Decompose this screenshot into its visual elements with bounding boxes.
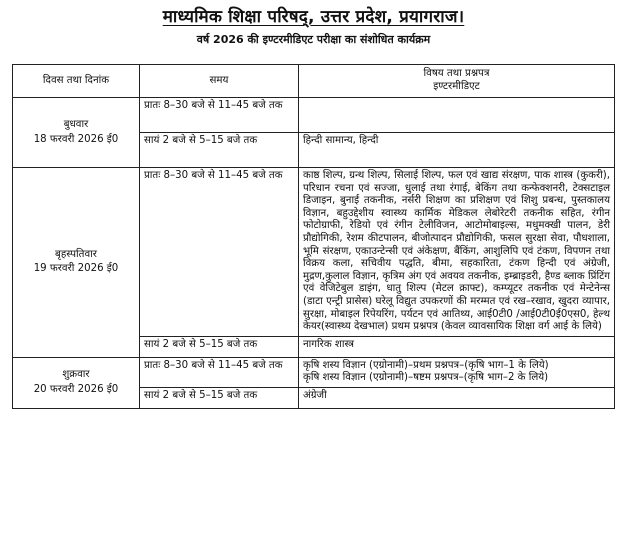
time-cell: प्रातः 8–30 बजे से 11–45 बजे तक [140,168,299,337]
col-header-subject [299,65,615,98]
subject-cell: अंग्रेजी [299,387,615,408]
day-name: बृहस्पतिवार [55,248,97,260]
day-cell [13,357,140,408]
time-cell: सायं 2 बजे से 5–15 बजे तक [140,133,299,168]
subject-cell: नागरिक शास्त्र [299,336,615,357]
subject-cell: काष्ठ शिल्प, ग्रन्थ शिल्प, सिलाई शिल्प, फल एवं खाद्य संरक्षण, पाक शास्त्र (कुकरी), परिधान रचना एवं सज्जा, धुलाई तथा रंगाई, बेकिंग तथा कन्फेक्शनरी, टेक्सटाइल डिजाइन, बुनाई तकनीक, नर्सरी शिक्षण का प्रशिक्षण एवं शिशु प्रबन्ध, पुस्तकालय विज्ञान, बहुउद्देशीय स्वास्थ्य कार्मिक मेडिकल लेबोरेटरी तकनीक सहित, रंगीन फोटोग्राफी, रेडियो एवं रंगीन टेलीविजन, आटोमोबाइल्स, मधुमक्खी पालन, डेरी प्रौद्योगिकी, रेशम कीटपालन, बीजोत्पादन प्रौद्योगिकी, फसल सुरक्षा सेवा, पौधशाला, भूमि संरक्षण, एकाउन्टेन्सी एवं अंकेक्षण, बैंकिंग, आशुलिपि एवं टंकण, विपणन तथा विक्रय कला, सचिवीय पद्धति, बीमा, सहकारिता, टंकण हिन्दी एवं अंग्रेजी, मुद्रण,कुलाल विज्ञान, कृत्रिम अंग एवं अवयव तकनीक, इम्ब्राइडरी, हैण्ड ब्लाक प्रिंटिंग एवं वेजिटेबुल डाइंग, धातु शिल्प (मेटल क्राफ्ट), कम्प्यूटर तकनीक एवं मेन्टेनेन्स (डाटा एन्ट्री प्रासेस) घरेलू विद्युत उपकरणों की मरम्मत एवं रख–रखाव, खुदरा व्यापार, सुरक्षा, मोबाइल रिपेयरिंग, पर्यटन एवं आतिथ्य, आई0टी0 /आई0टी0ई0एस0, हेल्थ केयर(स्वास्थ्य देखभाल) प्रथम प्रश्नपत्र (केवल व्यावसायिक शिक्षा वर्ग आई के लिये) [299,168,615,337]
subject-line: कृषि शस्य विज्ञान (एग्रोनामी)–प्रथम प्रश्नपत्र–(कृषि भाग–1 के लिये) [303,359,549,371]
day-date: 20 फरवरी 2026 ई0 [33,383,119,395]
time-cell: सायं 2 बजे से 5–15 बजे तक [140,387,299,408]
schedule-table [12,64,615,409]
col-header-subject-label: विषय तथा प्रश्नपत्र [423,68,490,80]
table-row [13,168,615,337]
day-name: शुक्रवार [62,369,90,381]
day-cell [13,98,140,168]
col-header-day: दिवस तथा दिनांक [13,65,140,98]
subject-cell: हिन्दी सामान्य, हिन्दी [299,133,615,168]
day-name: बुधवार [63,118,89,130]
page-subtitle: वर्ष 2026 की इण्टरमीडिएट परीक्षा का संशोधित कार्यक्रम [196,33,431,46]
subject-cell [299,357,615,387]
col-header-time: समय [140,65,299,98]
time-cell: सायं 2 बजे से 5–15 बजे तक [140,336,299,357]
day-date: 19 फरवरी 2026 ई0 [33,263,119,275]
col-header-subject-sub: इण्टरमीडिएट [433,81,480,92]
table-row [13,98,615,133]
subject-cell [299,98,615,133]
time-cell: प्रातः 8–30 बजे से 11–45 बजे तक [140,357,299,387]
day-date: 18 फरवरी 2026 ई0 [33,133,119,145]
table-row [13,357,615,387]
subject-line: कृषि शस्य विज्ञान (एग्रोनामी)–षष्टम प्रश्नपत्र–(कृषि भाग–2 के लिये) [303,372,549,384]
day-cell [13,168,140,358]
table-header-row [13,65,615,98]
page-title: माध्यमिक शिक्षा परिषद्, उत्तर प्रदेश, प्रयागराज। [162,7,465,27]
time-cell: प्रातः 8–30 बजे से 11–45 बजे तक [140,98,299,133]
